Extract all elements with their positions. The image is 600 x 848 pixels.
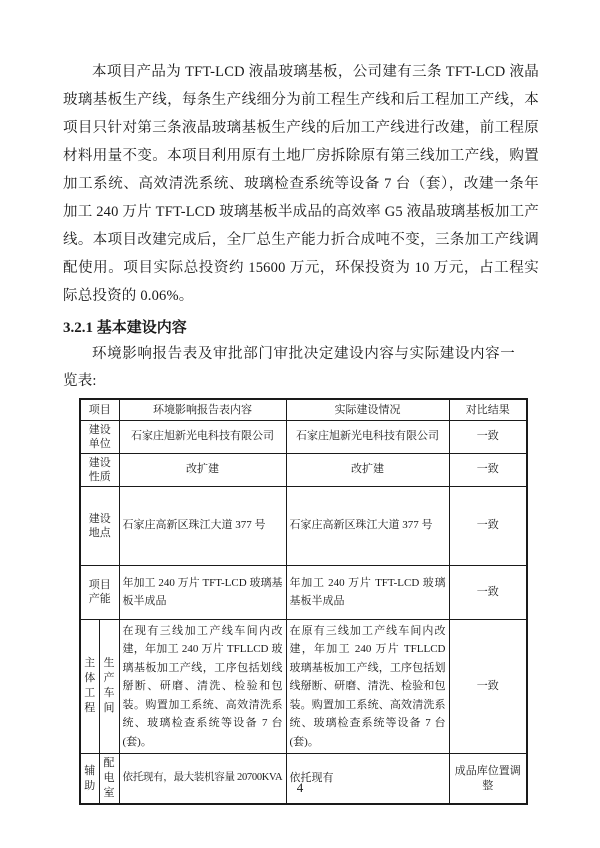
table-row-construction-site xyxy=(80,486,527,565)
cell-comparison-result: 成品库位置调整 xyxy=(449,754,527,805)
header-comparison-result: 对比结果 xyxy=(449,399,527,420)
row-label xyxy=(80,453,119,486)
cell-actual-situation: 在原有三线加工产线车间内改建，年加工 240 万片 TFLLCD 玻璃基板加工产线，工序包括划线掰断、研磨、清洗、检验和包装。购置加工系统、高效清洗系统、玻璃检查系统等设备 7 台(套)。 xyxy=(286,619,449,754)
cell-comparison-result: 一致 xyxy=(449,565,527,619)
row-label-main: 辅助 xyxy=(80,754,99,805)
cell-comparison-result: 一致 xyxy=(449,619,527,754)
cell-actual-situation: 石家庄旭新光电科技有限公司 xyxy=(286,420,449,453)
cell-report-content: 在现有三线加工产线车间内改建，年加工 240 万片 TFLLCD 玻璃基板加工产线，工序包括划线掰断、研磨、清洗、检验和包装。购置加工系统、高效清洗系统、玻璃检查系统等设备 7 台(套)。 xyxy=(119,619,286,754)
row-label-sub: 配电室 xyxy=(99,754,119,805)
table-header-row xyxy=(80,399,527,420)
table-row-construction-nature xyxy=(80,453,527,486)
table-row-auxiliary xyxy=(80,754,527,805)
row-label-text: 项目产能 xyxy=(88,579,111,605)
page-number: 4 xyxy=(296,780,304,795)
row-label-text: 建设地点 xyxy=(88,512,111,539)
header-report-content: 环境影响报告表内容 xyxy=(119,399,286,420)
cell-comparison-result: 一致 xyxy=(449,420,527,453)
cell-actual-situation: 年加工 240 万片 TFT-LCD 玻璃基板半成品 xyxy=(286,565,449,619)
cell-report-content: 石家庄旭新光电科技有限公司 xyxy=(119,420,286,453)
table-row-project-capacity xyxy=(80,565,527,619)
cell-actual-situation: 改扩建 xyxy=(286,453,449,486)
cell-actual-situation: 石家庄高新区珠江大道 377 号 xyxy=(286,486,449,565)
cell-comparison-result: 一致 xyxy=(449,486,527,565)
row-label xyxy=(80,420,119,453)
header-actual-situation: 实际建设情况 xyxy=(286,399,449,420)
row-label-text: 建设单位 xyxy=(88,423,111,450)
table-intro-text: 环境影响报告表及审批部门审批决定建设内容与实际建设内容一览表: xyxy=(63,346,515,389)
table-row-construction-unit xyxy=(80,420,527,453)
cell-comparison-result: 一致 xyxy=(449,453,527,486)
cell-report-content: 依托现有，最大装机容量 20700KVA xyxy=(119,754,286,805)
section-heading: 3.2.1 基本建设内容 xyxy=(63,320,187,336)
cell-actual-situation: 依托现有 xyxy=(286,754,449,805)
cell-report-content: 年加工 240 万片 TFT-LCD 玻璃基板半成品 xyxy=(119,565,286,619)
row-label-sub: 生产车间 xyxy=(99,619,119,754)
comparison-table xyxy=(79,398,528,805)
header-item: 项目 xyxy=(80,399,119,420)
cell-report-content: 改扩建 xyxy=(119,453,286,486)
table-row-main-works xyxy=(80,619,527,754)
intro-paragraph: 本项目产品为 TFT-LCD 液晶玻璃基板，公司建有三条 TFT-LCD 液晶玻璃基板生产线，每条生产线细分为前工程生产线和后工程加工产线，本项目只针对第三条液晶玻璃基板生产线的后加工产线进行改建，前工程原材料用量不变。本项目利用原有土地厂房拆除原有第三线加工产线，购置加工系统、高效清洗系统、玻璃检查系统等设备 7 台（套），改建一条年加工 240 万片 TFT-LCD 玻璃基板半成品的高效率 G5 液晶玻璃基板加工产线。本项目改建完成后，全厂总生产能力折合成吨不变，三条加工产线调配使用。项目实际总投资约 15600 万元，环保投资为 10 万元，占工程实际总投资的 0.06%。 xyxy=(63,64,539,304)
row-label-main: 主体工程 xyxy=(80,619,99,754)
cell-report-content: 石家庄高新区珠江大道 377 号 xyxy=(119,486,286,565)
row-label xyxy=(80,565,119,619)
row-label-text: 建设性质 xyxy=(88,456,111,483)
row-label xyxy=(80,486,119,565)
